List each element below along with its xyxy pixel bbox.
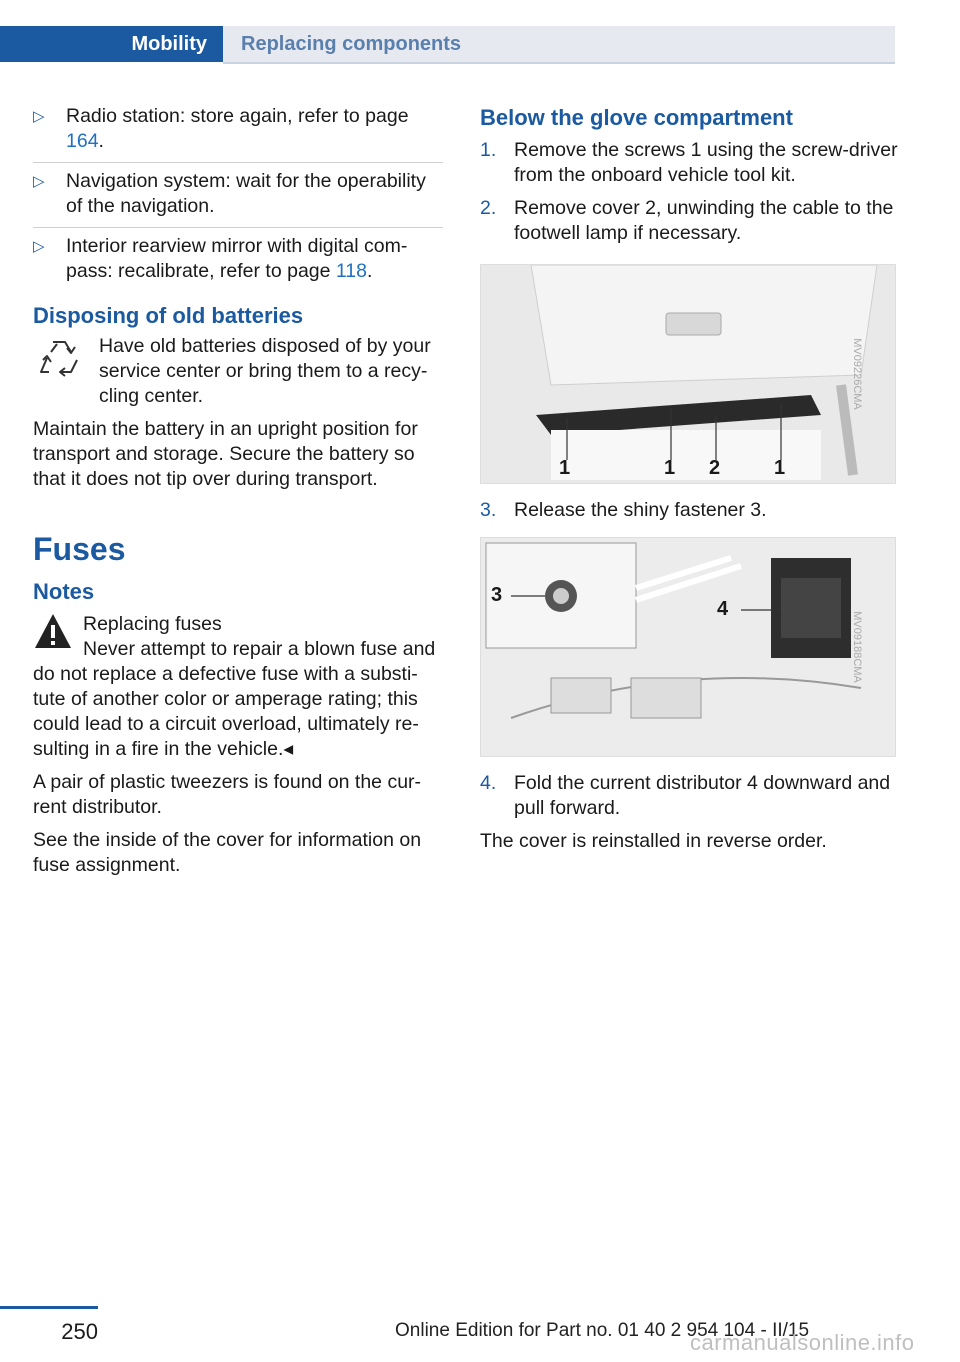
right-column xyxy=(480,104,900,862)
watermark: carmanualsonline.info xyxy=(690,1330,915,1355)
step-item: 1. Remove the screws 1 using the screw‐driver from the onboard vehicle tool kit. xyxy=(480,139,898,186)
recycling-note: Have old batteries disposed of by your service center or bring them to a recy‐cling center. xyxy=(33,334,443,409)
figure-code: MV09226CMA xyxy=(851,338,864,410)
callout-label: 1 xyxy=(664,457,676,479)
fuse-distributor-figure xyxy=(480,537,896,757)
section-tab: Mobility xyxy=(0,26,223,62)
list-item: ▷ Interior rearview mirror with digital com‐pass: recalibrate, refer to page 118. xyxy=(33,235,408,282)
warning-note xyxy=(33,612,443,637)
glove-compartment-figure xyxy=(480,264,896,484)
warning-title: Replacing fuses xyxy=(83,613,222,635)
maintain-paragraph: Maintain the battery in an upright position for transport and storage. Secure the battery so that it does not tip over during transport. xyxy=(33,418,418,490)
warning-text: Never attempt to repair a blown fuse and do not replace a defective fuse with a substi‐tute of another color or amperage rating; this could lead to a circuit overload, ultimately re‐sulting in a fire in the vehicle.◂ xyxy=(33,638,436,760)
callout-label: 2 xyxy=(709,457,721,479)
step-item: 3. Release the shiny fastener 3. xyxy=(480,499,767,521)
list-item: ▷ Radio station: store again, refer to page 164. xyxy=(33,105,409,152)
triangle-bullet-icon: ▷ xyxy=(33,108,45,125)
divider xyxy=(33,227,443,228)
callout-label: 1 xyxy=(559,457,571,479)
triangle-bullet-icon: ▷ xyxy=(33,238,45,255)
figure-code: MV09188CMA xyxy=(851,611,864,683)
callout-label: 4 xyxy=(717,598,729,620)
edition-text: Online Edition for Part no. 01 40 2 954 104 - II/15 xyxy=(395,1320,810,1341)
glove-compartment-illustration xyxy=(481,265,896,484)
fuse-assignment-paragraph: See the inside of the cover for information on fuse assignment. xyxy=(33,829,422,876)
callout-label: 1 xyxy=(774,457,786,479)
header-rule xyxy=(223,62,895,64)
step-item: 4. Fold the current distributor 4 downward and pull forward. xyxy=(480,772,891,819)
page-header xyxy=(0,26,895,62)
page-number: 250 xyxy=(0,1306,98,1345)
list-item: ▷ Navigation system: wait for the operability of the navigation. xyxy=(33,170,426,217)
triangle-bullet-icon: ▷ xyxy=(33,173,45,190)
disposing-heading: Disposing of old batteries xyxy=(33,303,304,328)
divider xyxy=(33,162,443,163)
notes-heading: Notes xyxy=(33,579,95,604)
callout-label: 3 xyxy=(491,584,503,606)
recycle-icon xyxy=(33,334,85,391)
left-column xyxy=(33,104,443,886)
closing-paragraph: The cover is reinstalled in reverse order. xyxy=(480,830,827,852)
fuse-distributor-illustration xyxy=(481,538,896,757)
tweezers-paragraph: A pair of plastic tweezers is found on the cur‐rent distributor. xyxy=(33,771,422,818)
page-link-164[interactable]: 164 xyxy=(66,130,99,152)
subsection-tab: Replacing components xyxy=(223,26,895,62)
page-link-118[interactable]: 118 xyxy=(335,260,367,282)
glove-compartment-heading: Below the glove compartment xyxy=(480,105,793,130)
fuses-heading: Fuses xyxy=(33,531,126,567)
step-item: 2. Remove cover 2, unwinding the cable to the footwell lamp if necessary. xyxy=(480,197,894,244)
warning-icon xyxy=(33,612,73,657)
